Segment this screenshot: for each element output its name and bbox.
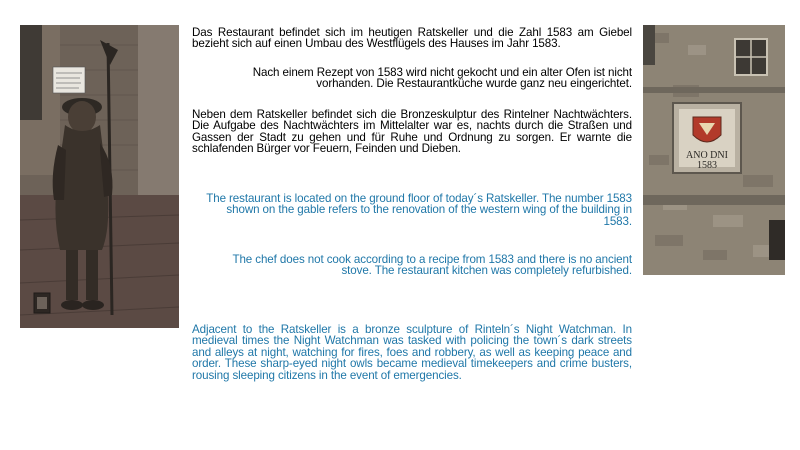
gable-coat-of-arms-photo <box>643 25 785 275</box>
german-paragraph-restaurant: Das Restaurant befindet sich im heutigen Ratskeller und die Zahl 1583 am Giebel bezieht sich auf einen Umbau des Westflügels des Hauses im Jahr 1583. <box>192 26 632 51</box>
german-paragraph-night-watchman: Neben dem Ratskeller befindet sich die Bronzeskulptur des Rintelner Nachtwächters. Die Aufgabe des Nachtwächters im Mittelalter war es, nachts durch die Straßen und Gassen der Stadt zu gehen und für Ruhe und Ordnung zu sorgen. Er warnte die schlafenden Bürger vor Feuern, Feinden und Dieben. <box>192 108 632 156</box>
svg-text:1583: 1583 <box>697 160 717 171</box>
night-watchman-statue-photo <box>20 25 179 328</box>
english-paragraph-night-watchman: Adjacent to the Ratskeller is a bronze sculpture of Rinteln´s Night Watchman. In medieval times the Night Watchman was tasked with policing the town´s dark streets and alleys at night, watching for fires, foes and robbery, as well as keeping peace and order. These sharp-eyed night owls became medieval timekeepers and crime busters, rousing sleeping citizens in the event of emergencies. <box>192 323 632 382</box>
german-paragraph-recipe: Nach einem Rezept von 1583 wird nicht gekocht und ein alter Ofen ist nicht vorhanden. Die Restaurantküche wurde ganz neu eingerichtet. <box>252 66 632 91</box>
english-paragraph-restaurant: The restaurant is located on the ground floor of today´s Ratskeller. The number 1583 shown on the gable refers to the renovation of the western wing of the building in 1583. <box>206 192 632 228</box>
english-paragraph-recipe: The chef does not cook according to a recipe from 1583 and there is no ancient stove. The restaurant kitchen was completely refurbished. <box>232 253 632 278</box>
svg-text:ANO DNI: ANO DNI <box>686 150 728 161</box>
